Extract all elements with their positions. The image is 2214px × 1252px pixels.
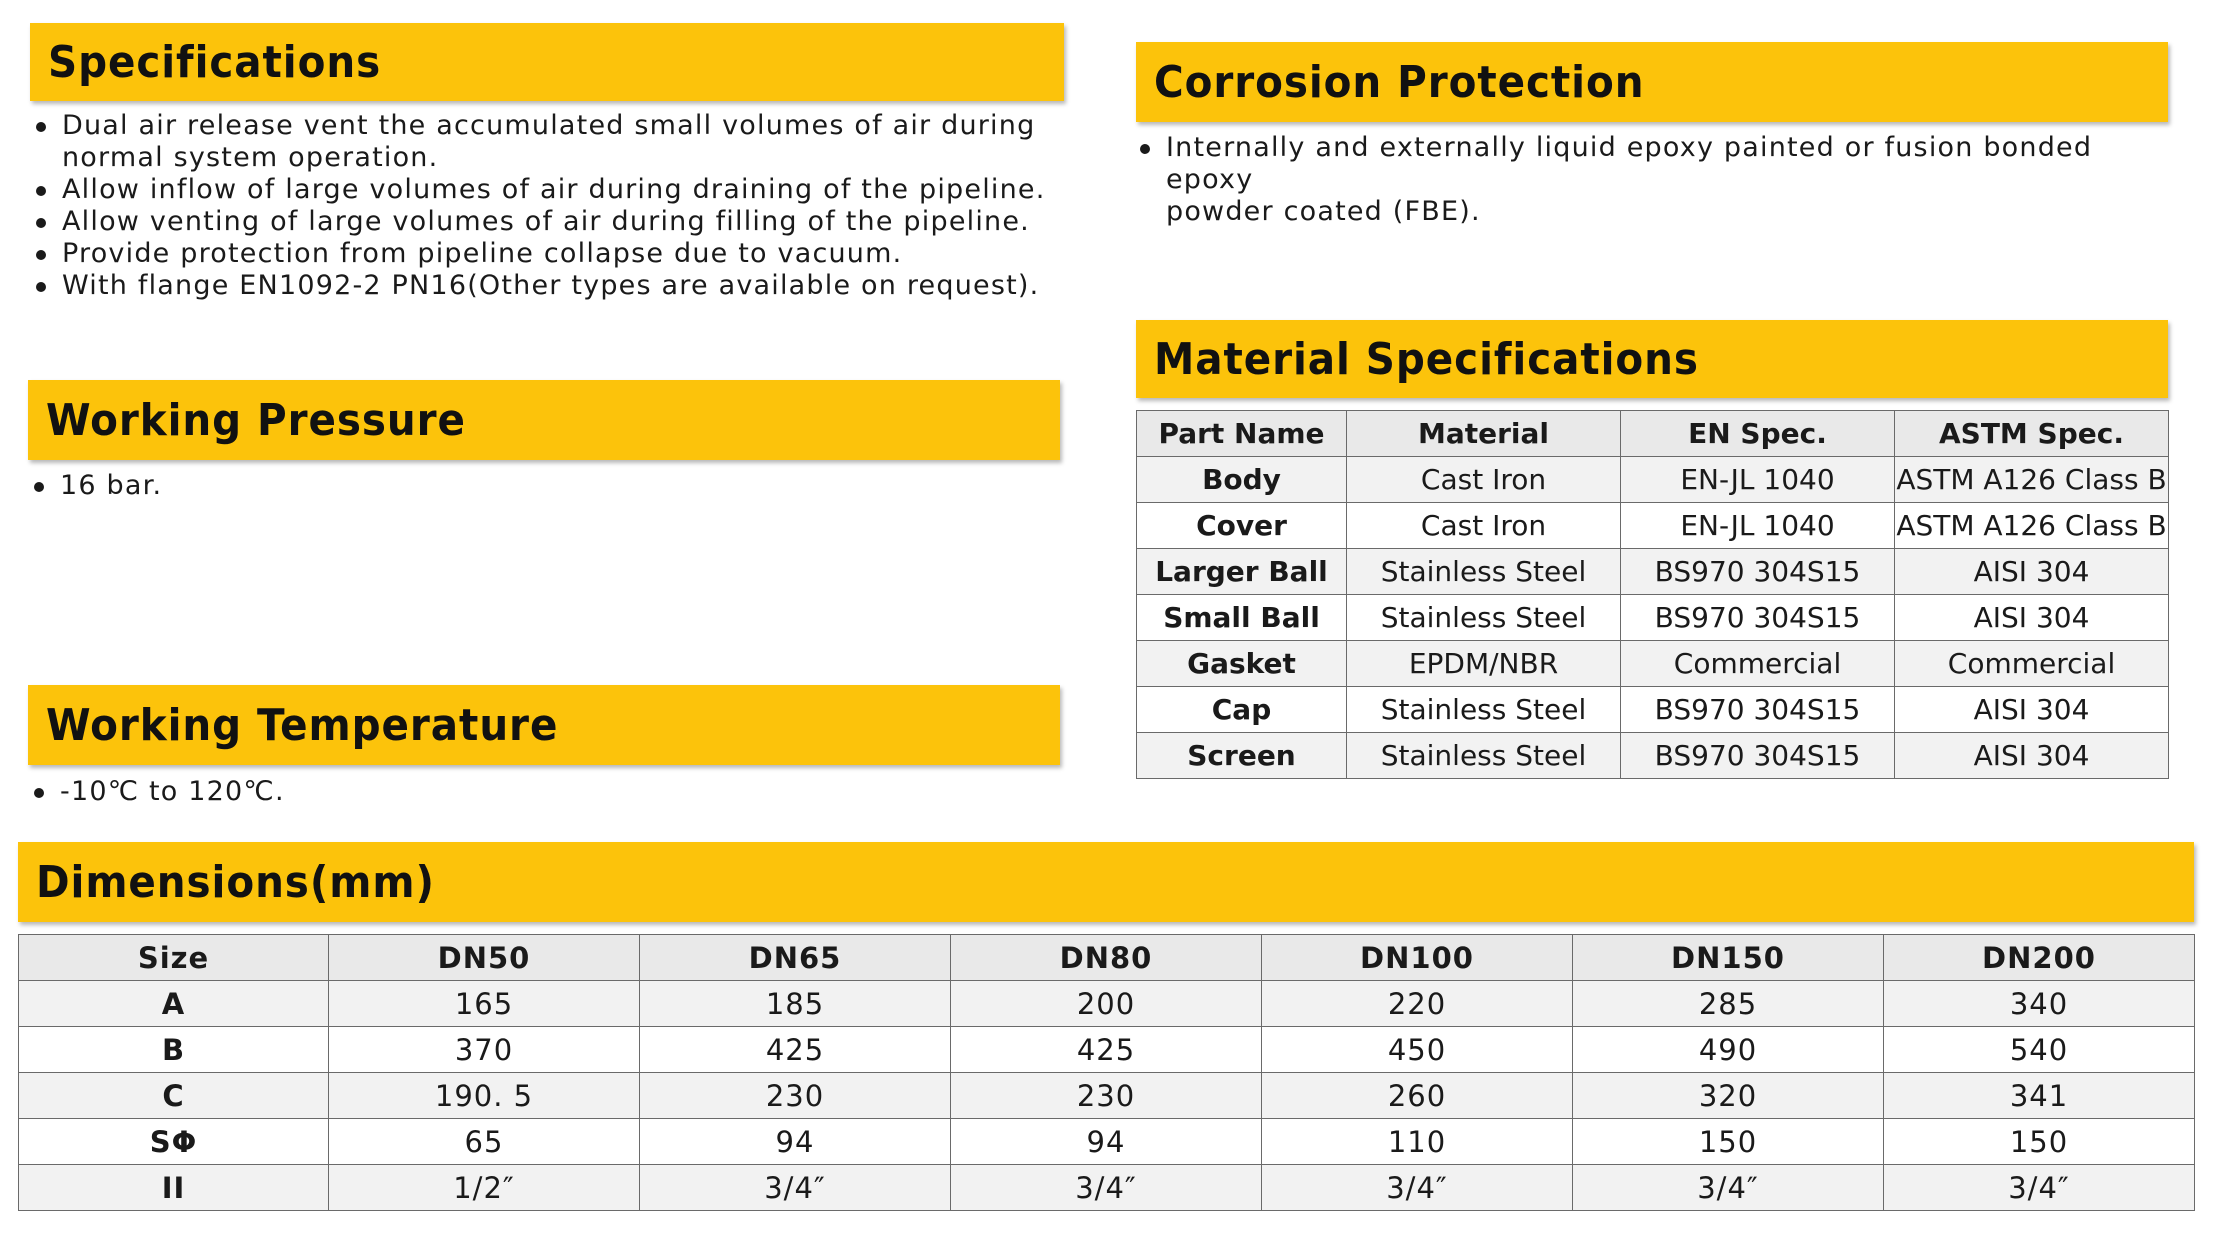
list-item: Allow inflow of large volumes of air during draining of the pipeline. <box>32 174 1072 206</box>
table-cell: 94 <box>640 1119 951 1165</box>
table-cell: EN-JL 1040 <box>1621 457 1895 503</box>
table-cell: 65 <box>329 1119 640 1165</box>
column-header: EN Spec. <box>1621 411 1895 457</box>
table-cell: B <box>19 1027 329 1073</box>
table-cell: II <box>19 1165 329 1211</box>
table-cell: 490 <box>1573 1027 1884 1073</box>
table-cell: BS970 304S15 <box>1621 687 1895 733</box>
table-cell: 320 <box>1573 1073 1884 1119</box>
table-cell: 3/4″ <box>1573 1165 1884 1211</box>
table-cell: 370 <box>329 1027 640 1073</box>
table-cell: 94 <box>951 1119 1262 1165</box>
table-cell: Screen <box>1137 733 1347 779</box>
table-cell: Body <box>1137 457 1347 503</box>
specifications-title: Specifications <box>48 36 382 88</box>
table-cell: Commercial <box>1621 641 1895 687</box>
column-header: DN100 <box>1262 935 1573 981</box>
table-cell: Stainless Steel <box>1347 687 1621 733</box>
table-cell: Cast Iron <box>1347 457 1621 503</box>
table-cell: EPDM/NBR <box>1347 641 1621 687</box>
table-cell: Gasket <box>1137 641 1347 687</box>
table-row <box>19 1165 2195 1211</box>
table-cell: 260 <box>1262 1073 1573 1119</box>
table-cell: 425 <box>951 1027 1262 1073</box>
table-row <box>1137 549 2169 595</box>
table-cell: AISI 304 <box>1895 595 2169 641</box>
table-row <box>1137 595 2169 641</box>
table-cell: Commercial <box>1895 641 2169 687</box>
table-cell: BS970 304S15 <box>1621 733 1895 779</box>
dimensions-table <box>18 934 2195 1211</box>
column-header: DN80 <box>951 935 1262 981</box>
list-item: Provide protection from pipeline collapse due to vacuum. <box>32 238 1072 270</box>
column-header: ASTM Spec. <box>1895 411 2169 457</box>
table-cell: C <box>19 1073 329 1119</box>
table-cell: 425 <box>640 1027 951 1073</box>
table-cell: ASTM A126 Class B <box>1895 457 2169 503</box>
column-header: Material <box>1347 411 1621 457</box>
list-item: Dual air release vent the accumulated small volumes of air during normal system operation. <box>32 110 1072 174</box>
column-header: DN50 <box>329 935 640 981</box>
table-cell: 185 <box>640 981 951 1027</box>
list-item: Allow venting of large volumes of air during filling of the pipeline. <box>32 206 1072 238</box>
table-cell: 190. 5 <box>329 1073 640 1119</box>
table-cell: 340 <box>1884 981 2195 1027</box>
list-item: Internally and externally liquid epoxy painted or fusion bonded epoxy powder coated (FBE). <box>1136 132 2166 228</box>
table-cell: 200 <box>951 981 1262 1027</box>
table-row <box>19 1073 2195 1119</box>
column-header: DN150 <box>1573 935 1884 981</box>
working-pressure-list <box>30 470 1030 502</box>
table-row <box>1137 733 2169 779</box>
table-cell: 3/4″ <box>951 1165 1262 1211</box>
column-header: DN200 <box>1884 935 2195 981</box>
table-header-row <box>1137 411 2169 457</box>
list-item: With flange EN1092-2 PN16(Other types are available on request). <box>32 270 1072 302</box>
table-cell: 341 <box>1884 1073 2195 1119</box>
table-cell: 3/4″ <box>1884 1165 2195 1211</box>
table-row <box>1137 503 2169 549</box>
dimensions-title: Dimensions(mm) <box>36 856 435 908</box>
table-cell: 220 <box>1262 981 1573 1027</box>
corrosion-protection-list <box>1136 132 2166 228</box>
table-row <box>19 981 2195 1027</box>
table-cell: A <box>19 981 329 1027</box>
table-cell: 165 <box>329 981 640 1027</box>
table-row <box>19 1119 2195 1165</box>
working-pressure-header <box>28 380 1060 460</box>
table-cell: 450 <box>1262 1027 1573 1073</box>
specifications-header <box>30 23 1064 101</box>
table-cell: Cap <box>1137 687 1347 733</box>
table-row <box>1137 457 2169 503</box>
table-cell: BS970 304S15 <box>1621 549 1895 595</box>
table-cell: Stainless Steel <box>1347 595 1621 641</box>
table-cell: 230 <box>951 1073 1262 1119</box>
material-specifications-title: Material Specifications <box>1154 333 1699 385</box>
working-pressure-title: Working Pressure <box>46 394 466 446</box>
table-row <box>1137 687 2169 733</box>
table-cell: 110 <box>1262 1119 1573 1165</box>
table-cell: AISI 304 <box>1895 687 2169 733</box>
table-header-row <box>19 935 2195 981</box>
table-cell: 540 <box>1884 1027 2195 1073</box>
table-cell: Larger Ball <box>1137 549 1347 595</box>
table-row <box>19 1027 2195 1073</box>
dimensions-header <box>18 842 2194 922</box>
table-cell: Cover <box>1137 503 1347 549</box>
table-cell: 285 <box>1573 981 1884 1027</box>
table-cell: AISI 304 <box>1895 549 2169 595</box>
table-cell: ASTM A126 Class B <box>1895 503 2169 549</box>
working-temperature-title: Working Temperature <box>46 699 559 751</box>
list-item: -10℃ to 120℃. <box>30 776 1030 808</box>
table-cell: 230 <box>640 1073 951 1119</box>
table-cell: 3/4″ <box>1262 1165 1573 1211</box>
table-cell: SΦ <box>19 1119 329 1165</box>
table-cell: BS970 304S15 <box>1621 595 1895 641</box>
column-header: Size <box>19 935 329 981</box>
table-cell: Stainless Steel <box>1347 549 1621 595</box>
specifications-list <box>32 110 1072 302</box>
corrosion-protection-header <box>1136 42 2168 122</box>
material-specifications-table <box>1136 410 2169 779</box>
corrosion-protection-title: Corrosion Protection <box>1154 56 1645 108</box>
table-cell: 1/2″ <box>329 1165 640 1211</box>
working-temperature-header <box>28 685 1060 765</box>
table-cell: 150 <box>1884 1119 2195 1165</box>
table-cell: 150 <box>1573 1119 1884 1165</box>
column-header: DN65 <box>640 935 951 981</box>
table-cell: AISI 304 <box>1895 733 2169 779</box>
working-temperature-list <box>30 776 1030 808</box>
table-cell: Stainless Steel <box>1347 733 1621 779</box>
table-cell: Small Ball <box>1137 595 1347 641</box>
column-header: Part Name <box>1137 411 1347 457</box>
table-cell: Cast Iron <box>1347 503 1621 549</box>
table-cell: 3/4″ <box>640 1165 951 1211</box>
table-cell: EN-JL 1040 <box>1621 503 1895 549</box>
material-specifications-header <box>1136 320 2168 398</box>
table-row <box>1137 641 2169 687</box>
list-item: 16 bar. <box>30 470 1030 502</box>
